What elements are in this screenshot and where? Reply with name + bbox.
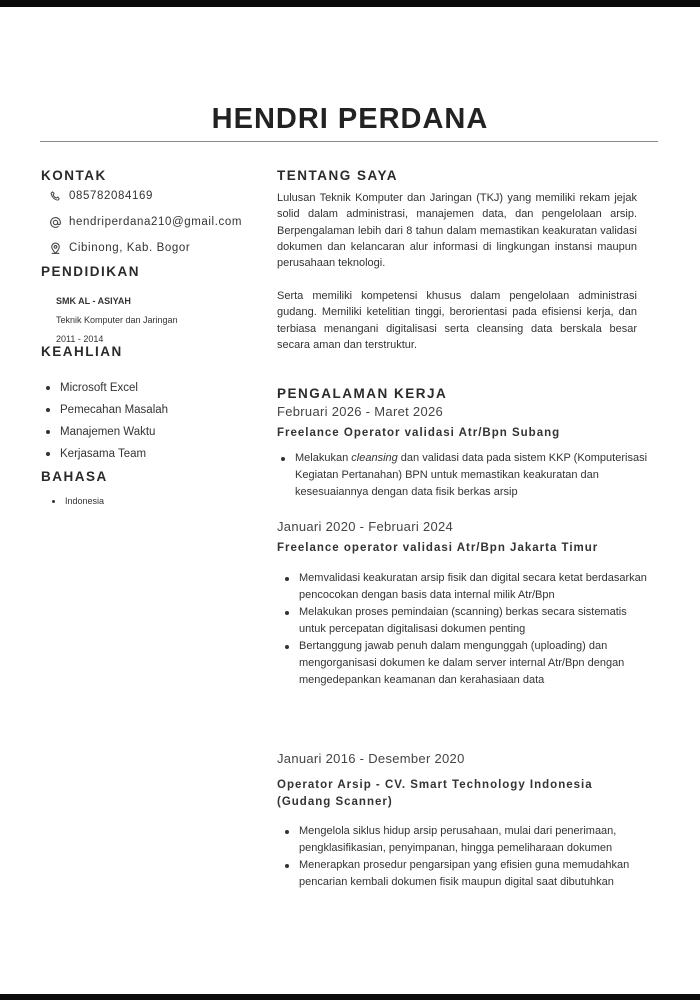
header-divider xyxy=(40,141,658,142)
bullet-icon xyxy=(52,500,55,503)
skill-item: Microsoft Excel xyxy=(46,377,168,399)
skills-heading: KEAHLIAN xyxy=(41,344,123,359)
job-period: Februari 2026 - Maret 2026 xyxy=(277,404,444,419)
bullet-icon xyxy=(46,430,50,434)
bullet-icon xyxy=(285,830,289,834)
location-pin-icon xyxy=(47,240,63,256)
job-period: Januari 2020 - Februari 2024 xyxy=(277,519,454,534)
job-duty-item: Menerapkan prosedur pengarsipan yang efisien guna memudahkan pencarian kembali dokumen fisik maupun digital saat dibutuhkan xyxy=(281,857,641,891)
contact-email xyxy=(47,214,242,230)
skill-item: Pemecahan Masalah xyxy=(46,399,168,421)
bullet-icon xyxy=(285,611,289,615)
job-duty-item: Memvalidasi keakuratan arsip fisik dan digital secara ketat berdasarkan pencocokan dengan basis data internal milik Atr/Bpn xyxy=(281,570,653,604)
bullet-icon xyxy=(285,577,289,581)
skill-item: Manajemen Waktu xyxy=(46,421,168,443)
bullet-icon xyxy=(281,457,285,461)
contact-heading: KONTAK xyxy=(41,168,107,183)
job-duty-item: Melakukan cleansing dan validasi data pada sistem KKP (Komputerisasi Kegiatan Pertanahan) BPN untuk memastikan keakuratan dan kesesuaiannya dengan data fisik berkas arsip xyxy=(277,450,647,501)
education-years: 2011 - 2014 xyxy=(56,334,104,344)
job-title: Freelance operator validasi Atr/Bpn Jakarta Timur xyxy=(277,542,599,554)
job-duties-list xyxy=(277,450,647,501)
bullet-icon xyxy=(46,408,50,412)
bullet-icon xyxy=(285,645,289,649)
phone-icon xyxy=(47,188,63,204)
job-duty-item: Melakukan proses pemindaian (scanning) berkas secara sistematis untuk percepatan digitalisasi dokumen penting xyxy=(281,604,653,638)
education-heading: PENDIDIKAN xyxy=(41,264,141,279)
job-duties-list xyxy=(281,570,653,689)
bullet-icon xyxy=(46,386,50,390)
resume-page xyxy=(0,7,700,994)
bullet-icon xyxy=(46,452,50,456)
email-address: hendriperdana210@gmail.com xyxy=(69,216,243,228)
location-text: Cibinong, Kab. Bogor xyxy=(69,242,191,254)
bullet-icon xyxy=(285,864,289,868)
language-item: Indonesia xyxy=(52,496,104,506)
phone-number: 085782084169 xyxy=(69,190,153,202)
job-duty-item: Mengelola siklus hidup arsip perusahaan, mulai dari penerimaan, pengklasifikasian, penyimpanan, hingga pemeliharaan dokumen xyxy=(281,823,641,857)
languages-list xyxy=(52,496,104,506)
job-title: Freelance Operator validasi Atr/Bpn Subang xyxy=(277,427,561,439)
contact-phone xyxy=(47,188,153,204)
at-icon xyxy=(47,214,63,230)
job-duties-list xyxy=(281,823,641,891)
languages-heading: BAHASA xyxy=(41,469,108,484)
education-school: SMK AL - ASIYAH xyxy=(56,296,131,306)
skill-item: Kerjasama Team xyxy=(46,443,168,465)
experience-heading: PENGALAMAN KERJA xyxy=(277,386,448,401)
job-duty-item: Bertanggung jawab penuh dalam mengunggah (uploading) dan mengorganisasi dokumen ke dalam server internal Atr/Bpn dengan mengedepankan keamanan dan kerahasiaan data xyxy=(281,638,653,689)
about-paragraph-1: Lulusan Teknik Komputer dan Jaringan (TKJ) yang memiliki rekam jejak solid dalam administrasi, manajemen data, dan pengelolaan arsip. Berpengalaman lebih dari 8 tahun dalam memastikan keakuratan validasi dokumen dan kelancaran alur informasi di lingkungan instansi maupun perusahaan teknologi. xyxy=(277,192,637,270)
resume-name: HENDRI PERDANA xyxy=(211,103,489,135)
skills-list xyxy=(46,377,168,465)
education-major: Teknik Komputer dan Jaringan xyxy=(56,315,178,325)
contact-location xyxy=(47,240,190,256)
about-heading: TENTANG SAYA xyxy=(277,168,399,183)
about-paragraph-2: Serta memiliki kompetensi khusus dalam pengelolaan administrasi gudang. Memiliki ketelitian tinggi, berorientasi pada efisiensi kerja, dan terbiasa menangani digitalisasi serta cleansing data berskala besar secara aman dan terstruktur. xyxy=(277,290,637,351)
job-title: Operator Arsip - CV. Smart Technology Indonesia (Gudang Scanner) xyxy=(277,779,593,808)
job-period: Januari 2016 - Desember 2020 xyxy=(277,751,465,766)
